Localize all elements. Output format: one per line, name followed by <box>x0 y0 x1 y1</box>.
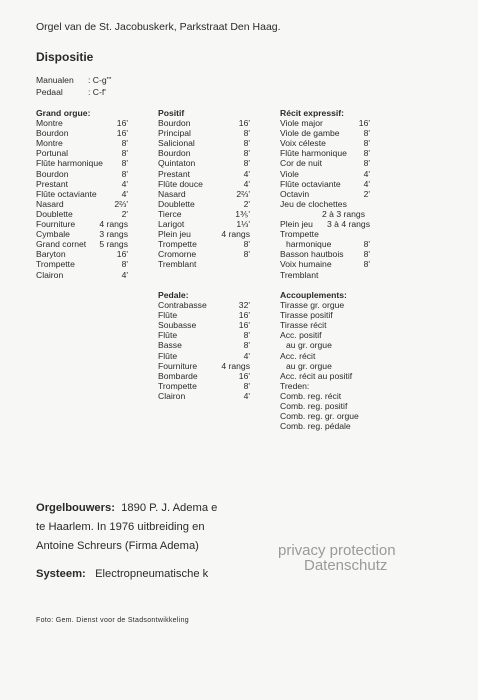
stop-name: Montre <box>36 118 63 129</box>
stop-row <box>280 249 370 259</box>
stop-size: 8' <box>121 168 128 179</box>
coupler-item: Tirasse récit <box>280 320 327 331</box>
stop-name: Trompette <box>36 259 75 270</box>
stop-name: Bourdon <box>158 148 191 159</box>
stop-row <box>158 310 250 320</box>
stop-row <box>36 158 128 168</box>
stop-name: Clairon <box>158 390 186 401</box>
stop-size: 3 à 4 rangs <box>327 219 370 230</box>
system-value: Electropneumatische k <box>95 568 209 580</box>
stop-row <box>36 239 128 249</box>
stop-name: Soubasse <box>158 320 197 331</box>
stop-size: 8' <box>363 249 370 260</box>
builders-line-2: te Haarlem. In 1976 uitbreiding en <box>36 521 205 533</box>
stop-row <box>280 138 370 148</box>
stop-size: 16' <box>116 128 128 139</box>
stop-name: Flûte octaviante <box>280 178 341 189</box>
coupler-item: Comb. reg. pédale <box>280 421 351 432</box>
stop-row <box>36 179 128 189</box>
stop-name: Viole de gambe <box>280 128 340 139</box>
stop-row <box>158 259 250 269</box>
stop-row <box>158 239 250 249</box>
stop-name: Flûte harmonique <box>36 158 103 169</box>
stop-name: Salicional <box>158 138 195 149</box>
stop-row <box>158 229 250 239</box>
stop-row <box>36 138 128 148</box>
coupler-item: Comb. reg. récit <box>280 390 342 401</box>
stop-size: 8' <box>243 249 250 260</box>
stop-name: Fourniture <box>36 219 76 230</box>
stop-row <box>280 259 370 269</box>
stop-name: Basson hautbois <box>280 249 344 260</box>
range-label: Manualen <box>36 75 74 85</box>
stop-name: Cymbale <box>36 229 70 240</box>
stop-size: 8' <box>121 148 128 159</box>
stop-name: Bombarde <box>158 370 198 381</box>
stop-row <box>36 148 128 158</box>
stop-size: 8' <box>243 380 250 391</box>
header-title: Orgel van de St. Jacobuskerk, Parkstraat Den Haag. <box>36 21 281 33</box>
positif-column <box>158 108 250 270</box>
stop-size: 2' <box>363 188 370 199</box>
stop-size: 8' <box>121 158 128 169</box>
section-title: Grand orgue: <box>36 108 91 118</box>
section-title: Positif <box>158 108 185 118</box>
stop-row <box>280 118 370 128</box>
stop-row <box>158 300 250 310</box>
stop-row <box>158 351 250 361</box>
stop-row <box>158 189 250 199</box>
stop-row <box>280 179 370 189</box>
stop-row <box>280 209 370 219</box>
coupler-item: Comb. reg. gr. orgue <box>280 411 359 422</box>
stop-size: 8' <box>243 148 250 159</box>
stop-name: Portunal <box>36 148 69 159</box>
stop-row <box>158 138 250 148</box>
builders-label: Orgelbouwers: <box>36 502 115 514</box>
range-pedaal <box>36 87 112 99</box>
ranges-block <box>36 75 112 98</box>
stop-name: Flûte harmonique <box>280 148 347 159</box>
stop-size: 4' <box>243 390 250 401</box>
builders-line-1 <box>36 499 217 518</box>
stop-row <box>36 118 128 128</box>
stop-name: Larigot <box>158 219 185 230</box>
stop-row <box>158 209 250 219</box>
stop-row <box>280 169 370 179</box>
stop-size: 4' <box>363 178 370 189</box>
builders-text: 1890 P. J. Adema e <box>121 502 218 514</box>
stop-row <box>158 219 250 229</box>
stop-name: Nasard <box>158 188 186 199</box>
stop-size: 4' <box>243 178 250 189</box>
stop-row <box>36 209 128 219</box>
stop-name: Trompette <box>280 229 319 240</box>
watermark-line-2: Datenschutz <box>304 557 388 574</box>
stop-name: Prestant <box>36 178 69 189</box>
stop-size: 8' <box>243 158 250 169</box>
stop-row <box>36 199 128 209</box>
stop-name: Octavin <box>280 188 310 199</box>
range-manualen <box>36 75 112 87</box>
stop-size: 8' <box>363 148 370 159</box>
system-label: Systeem: <box>36 568 86 580</box>
stop-size: 4' <box>121 178 128 189</box>
stop-size: 8' <box>363 259 370 270</box>
stop-row <box>158 128 250 138</box>
stop-row <box>158 118 250 128</box>
stop-name: Plein jeu <box>280 219 313 230</box>
stop-row <box>158 381 250 391</box>
stop-name: Basse <box>158 340 182 351</box>
stop-size: 8' <box>243 128 250 139</box>
coupler-item: Tirasse gr. orgue <box>280 300 345 311</box>
stop-row <box>158 158 250 168</box>
disposition-title: Dispositie <box>36 50 94 64</box>
stop-name: Quintaton <box>158 158 196 169</box>
stop-row <box>36 229 128 239</box>
stop-size: 8' <box>243 138 250 149</box>
stop-name: Voix humaine <box>280 259 332 270</box>
stop-row <box>158 148 250 158</box>
stop-name: Viole <box>280 168 299 179</box>
stop-name: Trompette <box>158 380 197 391</box>
stop-row <box>158 391 250 401</box>
stop-name: Viole major <box>280 118 323 129</box>
stop-size: 16' <box>238 370 250 381</box>
stop-size: 8' <box>363 128 370 139</box>
recit-column <box>280 108 370 280</box>
pedale-column <box>158 290 250 401</box>
stop-size: 16' <box>358 118 370 129</box>
stop-size: 4' <box>243 350 250 361</box>
stop-size: 16' <box>238 310 250 321</box>
stop-name: 2 à 3 rangs <box>322 208 365 219</box>
stop-name: Baryton <box>36 249 66 260</box>
section-title: Pedale: <box>158 290 189 300</box>
stop-row <box>158 371 250 381</box>
stop-name: Cor de nuit <box>280 158 323 169</box>
coupler-item: Tirasse positif <box>280 310 333 321</box>
stop-row <box>36 128 128 138</box>
stop-name: Tremblant <box>158 259 197 270</box>
stop-row <box>36 189 128 199</box>
watermark-line-1: privacy protection <box>278 542 396 559</box>
stop-name: Doublette <box>36 208 73 219</box>
stop-row <box>280 128 370 138</box>
stop-name: Jeu de clochettes <box>280 198 347 209</box>
stop-name: Flûte octaviante <box>36 188 97 199</box>
stop-row <box>158 169 250 179</box>
stop-size: 4' <box>121 269 128 280</box>
stop-name: Nasard <box>36 198 64 209</box>
stop-size: 8' <box>243 340 250 351</box>
stop-name: harmonique <box>286 239 332 250</box>
stop-size: 16' <box>116 118 128 129</box>
builders-line-3: Antoine Schreurs (Firma Adema) <box>36 540 199 552</box>
stop-size: 8' <box>243 239 250 250</box>
stop-size: 8' <box>243 330 250 341</box>
stop-name: Plein jeu <box>158 229 191 240</box>
stop-size: 5 rangs <box>99 239 128 250</box>
stop-name: Cromorne <box>158 249 197 260</box>
stop-row <box>36 169 128 179</box>
stop-name: Bourdon <box>158 118 191 129</box>
builders-block <box>36 499 217 556</box>
stop-row <box>158 330 250 340</box>
stop-row <box>36 259 128 269</box>
stop-name: Clairon <box>36 269 64 280</box>
stop-size: 3 rangs <box>99 229 128 240</box>
section-title: Récit expressif: <box>280 108 345 118</box>
stop-name: Fourniture <box>158 360 198 371</box>
stop-name: Doublette <box>158 198 195 209</box>
stop-row <box>280 270 370 280</box>
stop-row <box>158 361 250 371</box>
stop-name: Voix céleste <box>280 138 326 149</box>
coupler-item: Acc. positif <box>280 330 322 341</box>
stop-row <box>36 270 128 280</box>
stop-size: 2⅔' <box>114 198 128 209</box>
stop-name: Flûte <box>158 310 178 321</box>
stop-size: 1⅓' <box>236 219 250 230</box>
stop-row <box>280 189 370 199</box>
stop-row <box>280 148 370 158</box>
stop-row <box>36 249 128 259</box>
stop-size: 16' <box>238 118 250 129</box>
stop-name: Principal <box>158 128 191 139</box>
section-title: Accouplements: <box>280 290 347 300</box>
stop-name: Bourdon <box>36 168 69 179</box>
stop-row <box>158 179 250 189</box>
stop-name: Flûte <box>158 330 178 341</box>
stop-size: 2⅔' <box>236 188 250 199</box>
stop-name: Flûte douce <box>158 178 203 189</box>
photo-credit: Foto: Gem. Dienst voor de Stadsontwikkeling <box>36 617 189 624</box>
stop-row <box>280 239 370 249</box>
privacy-watermark <box>278 543 396 573</box>
stop-name: Bourdon <box>36 128 69 139</box>
stop-size: 4 rangs <box>221 360 250 371</box>
stop-size: 2' <box>243 198 250 209</box>
stop-size: 4' <box>121 188 128 199</box>
grand-orgue-column <box>36 108 128 280</box>
stop-name: Flûte <box>158 350 178 361</box>
system-line <box>36 565 208 584</box>
coupler-item: au gr. orgue <box>286 340 332 351</box>
stop-name: Prestant <box>158 168 191 179</box>
stop-size: 16' <box>116 249 128 260</box>
stop-size: 8' <box>121 259 128 270</box>
coupler-item: au gr. orgue <box>286 360 332 371</box>
stop-row <box>280 158 370 168</box>
range-value: : C-g''' <box>88 75 112 85</box>
stop-row <box>158 249 250 259</box>
coupler-item: Treden: <box>280 380 310 391</box>
stop-row <box>280 199 370 209</box>
stop-row <box>158 320 250 330</box>
stop-size: 8' <box>363 158 370 169</box>
stop-row <box>280 229 370 239</box>
stop-size: 32' <box>238 300 250 311</box>
stop-size: 4 rangs <box>99 219 128 230</box>
range-value: : C-f' <box>88 86 106 97</box>
stop-row <box>280 219 370 229</box>
stop-name: Trompette <box>158 239 197 250</box>
coupler-item: Acc. récit <box>280 350 316 361</box>
stop-row <box>158 340 250 350</box>
stop-size: 4' <box>243 168 250 179</box>
stop-name: Contrabasse <box>158 300 207 311</box>
stop-name: Tierce <box>158 208 182 219</box>
stop-size: 16' <box>238 320 250 331</box>
stop-row <box>158 199 250 209</box>
range-label: Pedaal <box>36 86 63 97</box>
stop-size: 8' <box>363 239 370 250</box>
stop-row <box>36 219 128 229</box>
stop-size: 2' <box>121 208 128 219</box>
coupler-item: Acc. récit au positif <box>280 370 353 381</box>
stop-size: 8' <box>121 138 128 149</box>
stop-name: Montre <box>36 138 63 149</box>
stop-size: 4 rangs <box>221 229 250 240</box>
coupler-item: Comb. reg. positif <box>280 401 348 412</box>
stop-size: 1⅗' <box>235 208 250 219</box>
stop-name: Tremblant <box>280 269 319 280</box>
stop-name: Grand cornet <box>36 239 87 250</box>
accouplements-column <box>280 290 380 431</box>
stop-size: 4' <box>363 168 370 179</box>
stop-size: 8' <box>363 138 370 149</box>
